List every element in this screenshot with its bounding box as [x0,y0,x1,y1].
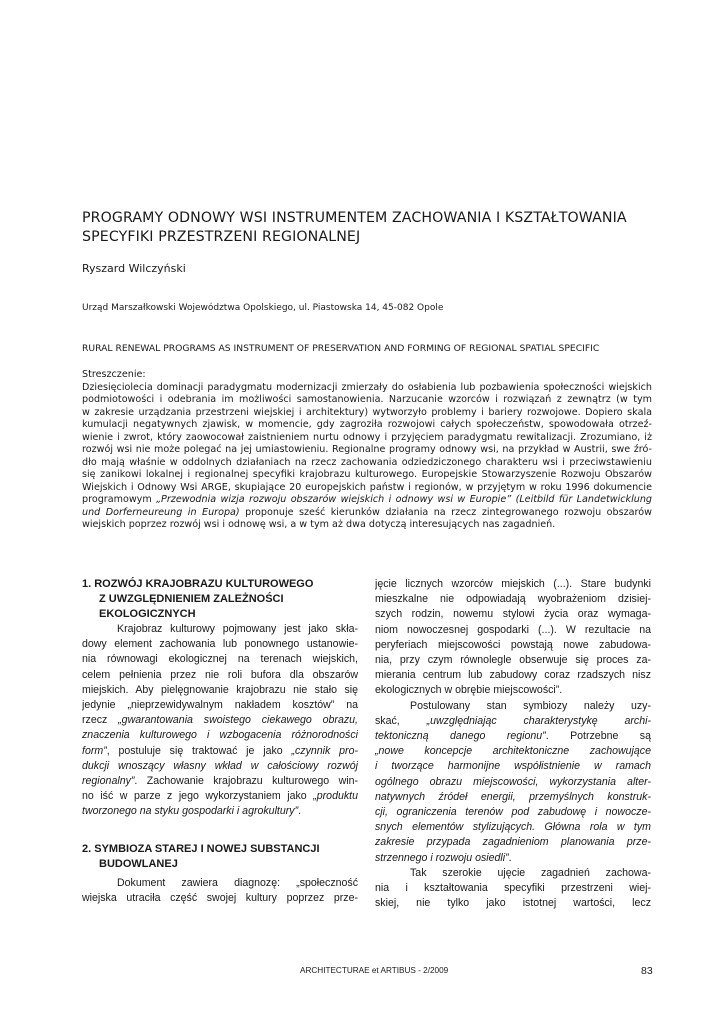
body-line: jedynie „nieprzewidywalnym nakładem kosztów” na [82,699,358,712]
heading-line: 1. ROZWÓJ KRAJOBRAZU KULTUROWEGO [82,578,314,590]
abstract-line: podmiotowości i odebrania im możliwości samostanowienia. Narzucanie wzorców i rozwiązań z zewnątrz (w tym [82,394,652,405]
abstract [82,369,652,532]
body-line [375,714,651,729]
body-text: . Potrzebne są [545,730,651,743]
heading-line: Z UWZGLĘDNIENIEM ZALEŻNOŚCI [99,593,284,605]
body-text: . Zachowanie krajobrazu kulturowego win- [134,775,358,788]
body-italic: ogólnego obrazu miejscowości, wykorzystania alter- [375,775,651,788]
abstract-line: w zakresie urządzania przestrzeni wiejskiej i architektury) wytworzyło problemy i bariery rozwojowe. Dopiero skala [82,406,652,418]
body-text: no iść w parze z jego wykorzystaniem jako [82,790,314,803]
body-text: skać, [375,714,427,727]
body-line: ekologicznych w obrębie miejscowości”. [375,684,563,697]
body-line [82,728,358,743]
body-line: niom nowoczesnej gospodarki (...). W rezultacie na [375,623,651,636]
abstract-line: rozwój wsi nie może polegać na jej umiastowieniu. Regionalne programy odnowy wsi, na przykład w Austrii, swe źró- [82,444,652,455]
abstract-italic: „Przewodnia wizja rozwoju obszarów wiejskich i odnowy wsi w Europie” (Leitbild für Landetwicklung [156,494,652,505]
body-line: mierania centrum lub zabudowy coraz rzadszych nisz [375,669,651,682]
body-text: , postuluje się traktować je jako [106,744,292,757]
title-line: SPECYFIKI PRZESTRZENI REGIONALNEJ [82,229,361,245]
body-line [375,775,651,790]
body-line [375,851,651,866]
body-italic: „uwzględniając charakterystykę archi- [426,714,651,727]
left-column [82,577,358,906]
body-line [375,835,651,850]
body-line: Dokument zawiera diagnozę: „społeczność [117,876,358,889]
heading-line: BUDOWLANEJ [99,857,178,870]
body-line [82,744,358,759]
body-text: . [508,851,512,864]
body-italic: tektoniczną danego regionu” [375,730,546,743]
body-line [375,744,651,759]
author-name: Ryszard Wilczyński [82,262,186,275]
body-line [82,774,358,789]
body-italic: „czynnik pro- [291,744,358,757]
abstract-line: się zanikowi lokalnej i regionalnej specyfiki krajobrazu kulturowego. Europejskie Stowarzyszenie Rozwoju Obszarów [82,469,652,480]
abstract-line [82,494,652,507]
abstract-text: proponuje sześć kierunków działania na rzecz zintegrowanego rozwoju obszarów [239,506,652,518]
body-italic: regionalny” [82,775,135,788]
article-title [82,209,662,247]
abstract-line: dło mają właśnie w oddolnych działaniach na rzecz zachowania odziedziczonego charakteru wsi i przeciwstawieniu [82,456,652,468]
body-line: szych rodzin, nowemu stylowi życia oraz wymaga- [375,608,651,621]
abstract-line: Dziesięciolecia dominacji paradygmatu modernizacji zmierzały do osłabienia lub pozbawienia społeczności wiejskich [82,381,652,393]
body-line: skiej, nie tylko jako istotnej wartości, lecz [375,897,651,910]
title-line: PROGRAMY ODNOWY WSI INSTRUMENTEM ZACHOWANIA I KSZTAŁTOWANIA [82,210,627,226]
body-line [82,713,358,728]
page-number: 83 [641,965,653,977]
body-line: peryferiach miejscowości powstają nowe zabudowa- [375,638,651,651]
body-line: nia równowagi ekologicznej na terenach wiejskich, [82,653,358,666]
body-italic: „gwarantowania swoistego ciekawego obrazu, [118,714,358,727]
author-affiliation: Urząd Marszałkowski Województwa Opolskiego, ul. Piastowska 14, 45-082 Opole [82,303,444,313]
body-line [82,789,358,804]
body-line: mieszkalne nie odpowiadają wyobrażeniom dzisiej- [375,593,651,606]
body-italic: snych elementów stylizujących. Główna rola w tym [375,821,651,834]
body-italic: form” [82,744,107,757]
body-italic: tworzonego na styku gospodarki i agrokultury” [82,805,299,818]
body-italic: „nowe koncepcje architektoniczne zachowujące [375,745,651,758]
body-italic: dukcji wnoszący własny wkład w całościowy rozwój [82,759,358,772]
body-line: jęcie licznych wzorców miejskich (...). Stare budynki [375,578,651,590]
body-italic: „produktu [313,790,358,803]
body-line [375,805,651,820]
body-line: nia i kształtowania specyfiki przestrzeni wiej- [375,882,651,895]
right-column [375,577,651,911]
body-line [375,759,651,774]
abstract-line: wienie i zwrot, który zaowocował zaistnieniem nurtu odnowy i przyjęciem paradygmatu rewitalizacji. Zrozumiano, iż [82,431,652,443]
body-text: rzecz [82,714,119,727]
abstract-line: kumulacji negatywnych zjawisk, w momencie, gdy zagroziła rozwojowi całych społeczeństw, spowodowała otrzeź- [82,419,652,430]
body-line: Postulowany stan symbiozy należy uzy- [410,699,651,712]
body-line [82,759,358,774]
abstract-italic: und Dorferneureung in Europa) [82,506,240,518]
abstract-line [82,507,652,520]
body-text: . [298,805,302,818]
heading-line: EKOLOGICZNYCH [99,608,196,620]
body-line [82,804,358,819]
body-italic: natywnych źródeł energii, przemyślnych konstruk- [375,790,651,803]
body-line [375,729,651,744]
body-line [375,820,651,835]
body-italic: znaczenia kulturowego i wzbogacenia różnorodności [82,729,358,742]
heading-line: 2. SYMBIOZA STAREJ I NOWEJ SUBSTANCJI [82,842,320,855]
journal-name: ARCHITECTURAE et ARTIBUS - 2/2009 [300,966,449,975]
body-italic: zakresie przypada zagadnieniom planowania prze- [375,836,651,849]
body-line [375,790,651,805]
section-gap [82,820,358,842]
body-italic: strzennego i rozwoju osiedli” [375,851,509,864]
body-line: celem pełnienia przez nie roli bufora dla obszarów [82,668,358,681]
body-line: dowy element zachowania lub ponownego ustanowie- [82,638,358,651]
abstract-line: wiejskich poprzez rozwój wsi i odnowę wsi, a w tym aż dwa dotyczą interesujących nas zagadnień. [82,519,556,530]
abstract-line: Wiejskich i Odnowy Wsi ARGE, skupiające 20 europejskich państw i regionów, w przyjętym w roku 1996 dokumencie [82,481,652,493]
abstract-text: programowym [82,494,157,505]
body-line: wiejska utraciła część swojej kultury poprzez prze- [82,891,358,904]
body-italic: cji, ograniczenia terenów pod zabudowę i nowocze- [375,806,651,819]
body-line: Krajobraz kulturowy pojmowany jest jako skła- [117,623,358,635]
body-line: nia, przy czym równolegle obserwuje się proces za- [375,654,651,667]
body-italic: i tworzące harmonijne współistnienie w ramach [375,760,651,773]
body-line: Tak szerokie ujęcie zagadnień zachowa- [410,866,651,879]
english-title: RURAL RENEWAL PROGRAMS AS INSTRUMENT OF PRESERVATION AND FORMING OF REGIONAL SPATIAL SPECIFIC [82,343,600,354]
section-1-heading [82,577,358,622]
body-line: miejskich. Aby pielęgnowanie krajobrazu nie stało się [82,683,358,696]
abstract-label: Streszczenie: [82,369,146,380]
section-2-heading [82,842,358,872]
